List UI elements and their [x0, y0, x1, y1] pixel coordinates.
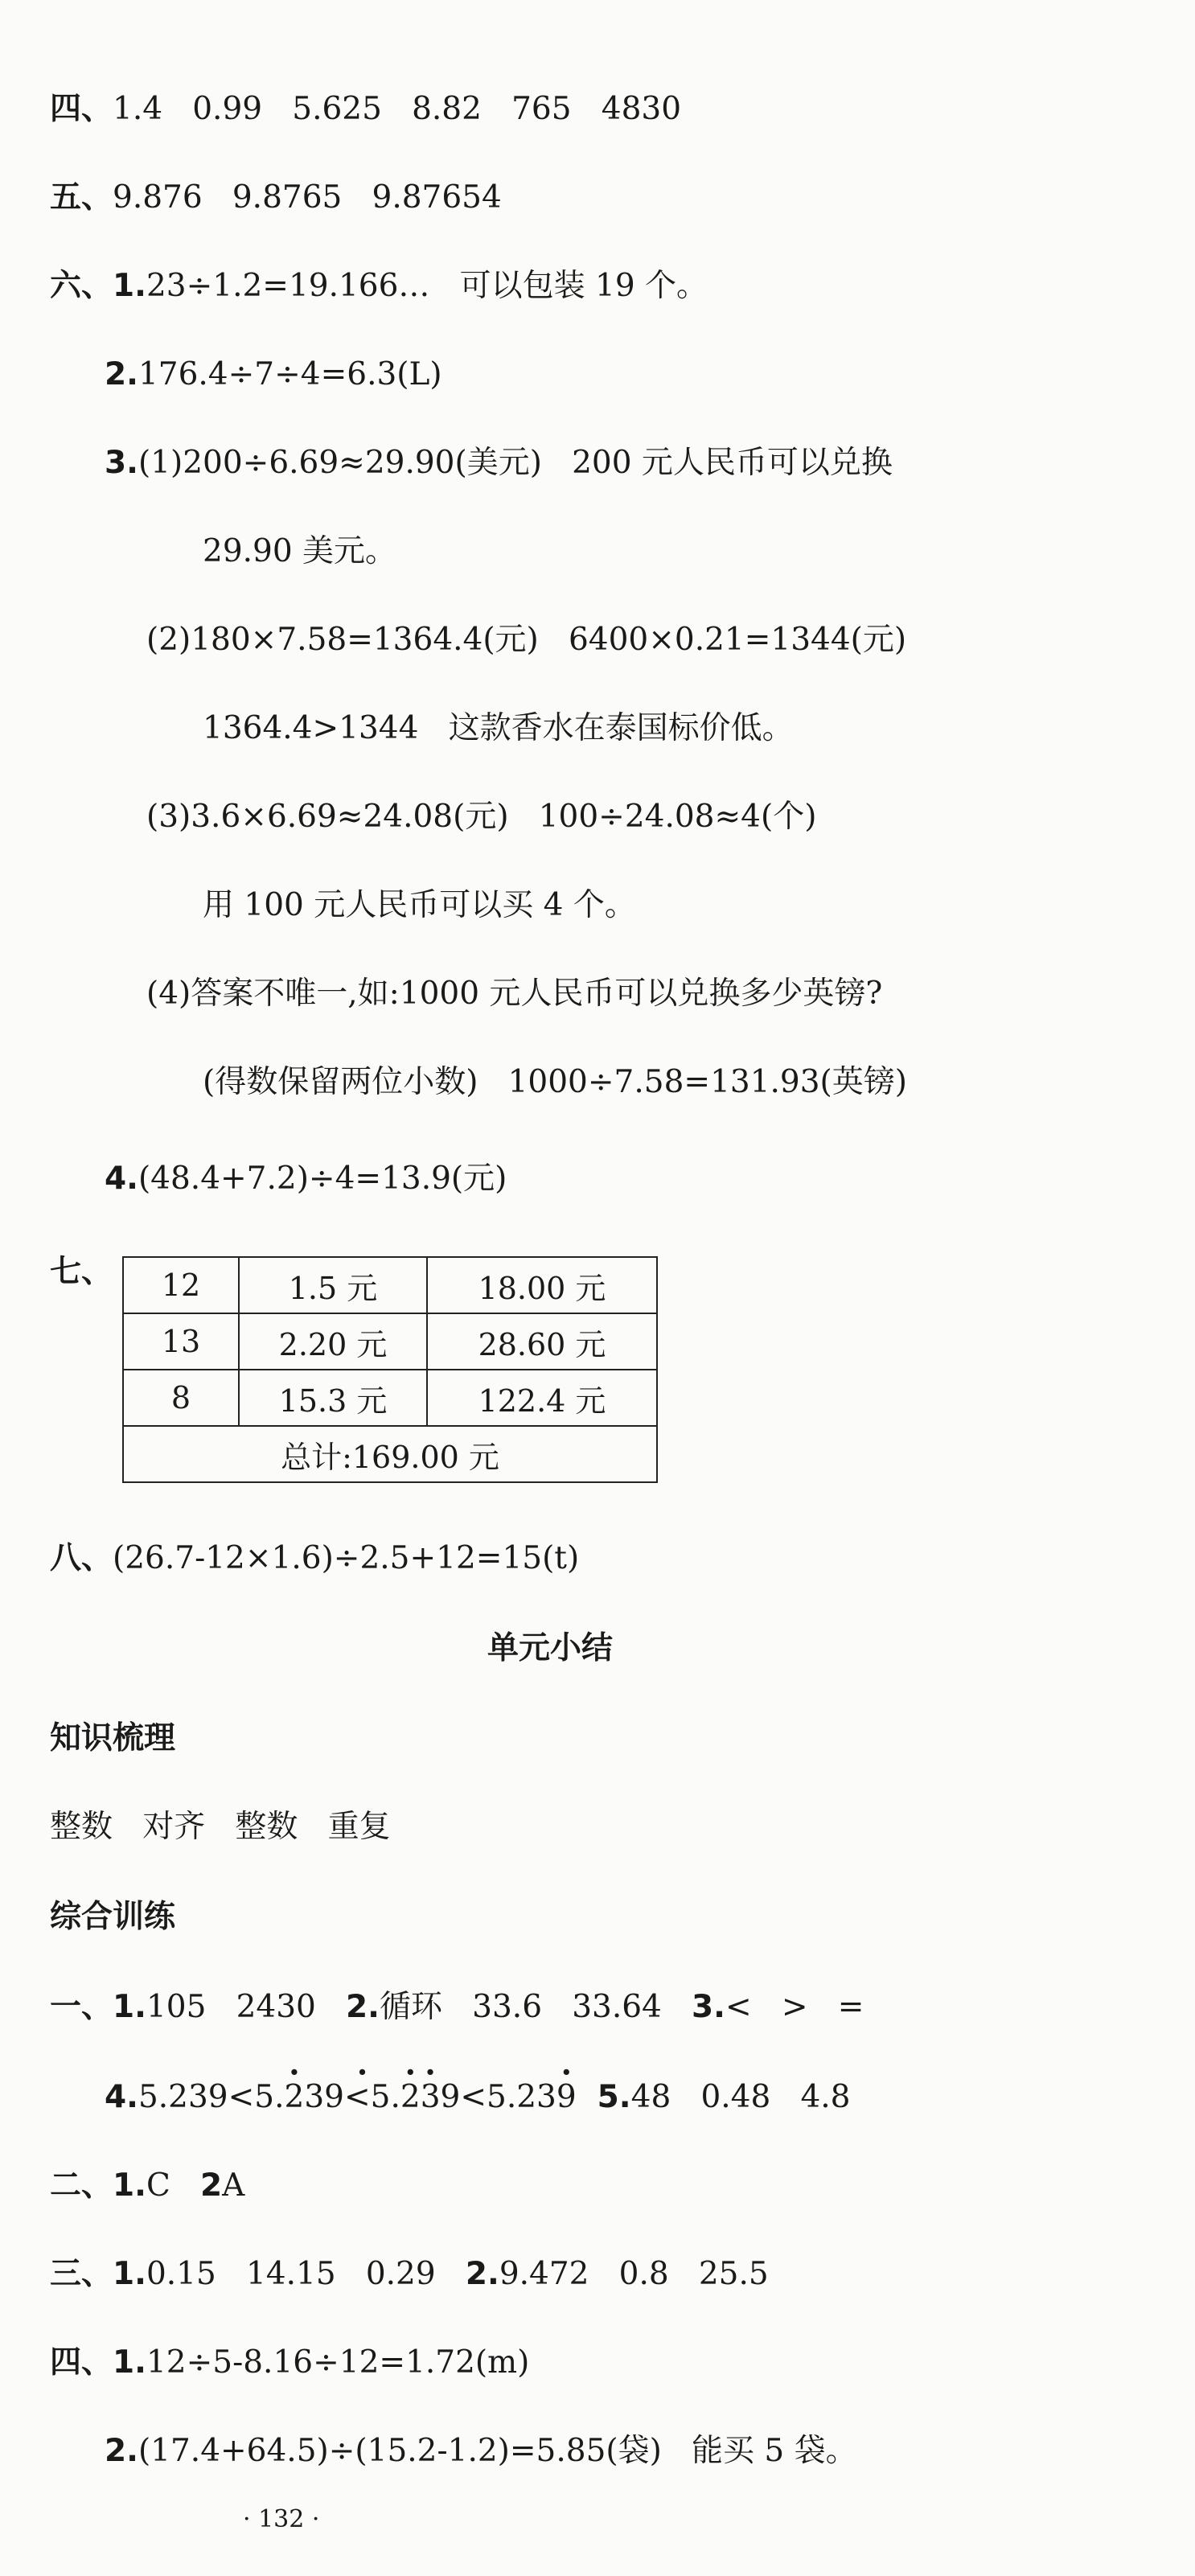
answer-text: 48 0.48 4.8	[630, 2079, 851, 2115]
answer-text: 1364.4>1344 这款香水在泰国标价低。	[203, 710, 794, 746]
section-6-q3-2	[146, 622, 907, 658]
section-label: 四、1.	[50, 2344, 146, 2381]
question-label: 2.	[346, 1989, 380, 2025]
answer-text: (2)180×7.58=1364.4(元) 6400×0.21=1344(元)	[146, 622, 907, 658]
section-8-line	[50, 1540, 580, 1576]
question-label: 2	[199, 2167, 223, 2204]
question-label: 5.	[597, 2079, 631, 2115]
table-cell: 8	[123, 1370, 239, 1426]
training-4-q2	[105, 2435, 857, 2467]
section-6-q3-3	[146, 799, 817, 835]
answer-text: 用 100 元人民币可以买 4 个。	[203, 887, 636, 923]
table-cell: 2.20 元	[239, 1313, 427, 1370]
section-5-line	[50, 179, 502, 216]
page-number: · 132 ·	[243, 2505, 320, 2533]
section-6-q3-1-cont	[203, 533, 397, 569]
answer-text: 9.472 0.8 25.5	[499, 2256, 769, 2292]
answer-text: (4)答案不唯一,如:1000 元人民币可以兑换多少英镑?	[146, 976, 883, 1012]
answer-text: 循环 33.6 33.64	[379, 1989, 692, 2025]
section-6-q3-2-cont	[203, 710, 794, 746]
section-6-q3-4	[146, 976, 883, 1012]
answer-text: (48.4+7.2)÷4=13.9(元)	[138, 1161, 507, 1197]
answer-text: 1.4 0.99 5.625 8.82 765 4830	[113, 91, 682, 127]
section-4-line	[50, 93, 681, 125]
training-4-q1	[50, 2344, 530, 2381]
answer-text: (1)200÷6.69≈29.90(美元) 200 元人民币可以兑换	[138, 445, 893, 481]
question-label: 4.	[105, 1161, 138, 1197]
section-label: 二、1.	[50, 2167, 146, 2204]
answer-text: 3	[304, 2079, 325, 2115]
knowledge-heading: 知识梳理	[50, 1720, 176, 1756]
answer-text: 23÷1.2=19.166… 可以包装 19 个。	[146, 268, 708, 304]
section-6-q1	[50, 270, 708, 302]
answer-text: (26.7-12×1.6)÷2.5+12=15(t)	[113, 1540, 580, 1576]
section-label: 六、1.	[50, 268, 146, 304]
question-label: 3.	[105, 445, 138, 481]
table-cell: 15.3 元	[239, 1370, 427, 1426]
table-row	[123, 1370, 657, 1426]
answer-text: (3)3.6×6.69≈24.08(元) 100÷24.08≈4(个)	[146, 799, 817, 835]
training-heading: 综合训练	[50, 1899, 176, 1935]
answer-text: 9<5.23	[440, 2079, 556, 2115]
table-row	[123, 1257, 657, 1313]
section-6-q3-3-cont	[203, 889, 636, 921]
training-1-line2	[105, 2081, 851, 2113]
table-cell: 18.00 元	[427, 1257, 657, 1313]
section-label: 八、	[50, 1540, 113, 1576]
answer-text: A	[222, 2167, 245, 2204]
table-total-row	[123, 1426, 657, 1482]
table-cell: 13	[123, 1313, 239, 1370]
table-row	[123, 1313, 657, 1370]
section-7-label: 七、	[50, 1254, 113, 1290]
section-label: 三、1.	[50, 2256, 146, 2292]
question-label: 4.	[105, 2079, 138, 2115]
repeating-digit: · 3	[421, 2081, 441, 2113]
repeating-digit: · 9	[556, 2081, 577, 2113]
repeating-digit: · 9<5.	[324, 2081, 400, 2113]
section-6-q3-1	[105, 447, 893, 479]
answer-text: 0.15 14.15 0.29	[146, 2256, 466, 2292]
section-label: 一、1.	[50, 1989, 146, 2025]
repeating-digit: · 2	[285, 2081, 305, 2113]
answer-text: 176.4÷7÷4=6.3(L)	[138, 356, 442, 392]
section-label: 五、	[50, 179, 113, 216]
answer-text: 12÷5-8.16÷12=1.72(m)	[146, 2344, 530, 2381]
question-label: 2.	[105, 2433, 138, 2469]
answer-text: (17.4+64.5)÷(15.2-1.2)=5.85(袋) 能买 5 袋。	[138, 2433, 857, 2469]
section-6-q4	[105, 1161, 507, 1197]
section-label: 四、	[50, 91, 113, 127]
question-label: 2.	[105, 356, 138, 392]
question-label: 3.	[692, 1989, 725, 2025]
section-6-q2	[105, 356, 442, 392]
section-6-q3-4-cont	[203, 1066, 907, 1098]
answer-text: 9.876 9.8765 9.87654	[113, 179, 502, 216]
answer-text: (得数保留两位小数) 1000÷7.58=131.93(英镑)	[203, 1064, 907, 1100]
knowledge-answers: 整数 对齐 整数 重复	[50, 1809, 391, 1845]
training-2-line	[50, 2167, 245, 2204]
answer-text: 5.239<5.	[138, 2079, 285, 2115]
training-1-line1	[50, 1991, 864, 2023]
table-total: 总计:169.00 元	[123, 1426, 657, 1482]
table-cell: 28.60 元	[427, 1313, 657, 1370]
table-cell: 1.5 元	[239, 1257, 427, 1313]
answer-text: C	[146, 2167, 200, 2204]
answer-text: 29.90 美元。	[203, 533, 397, 569]
table-cell: 12	[123, 1257, 239, 1313]
repeating-digit: · 2	[400, 2081, 421, 2113]
answer-text: < > =	[725, 1989, 864, 2025]
unit-summary-title: 单元小结	[487, 1630, 614, 1666]
table-cell: 122.4 元	[427, 1370, 657, 1426]
training-3-line	[50, 2258, 769, 2290]
price-table	[122, 1256, 658, 1483]
question-label: 2.	[465, 2256, 499, 2292]
answer-text: 105 2430	[146, 1989, 347, 2025]
